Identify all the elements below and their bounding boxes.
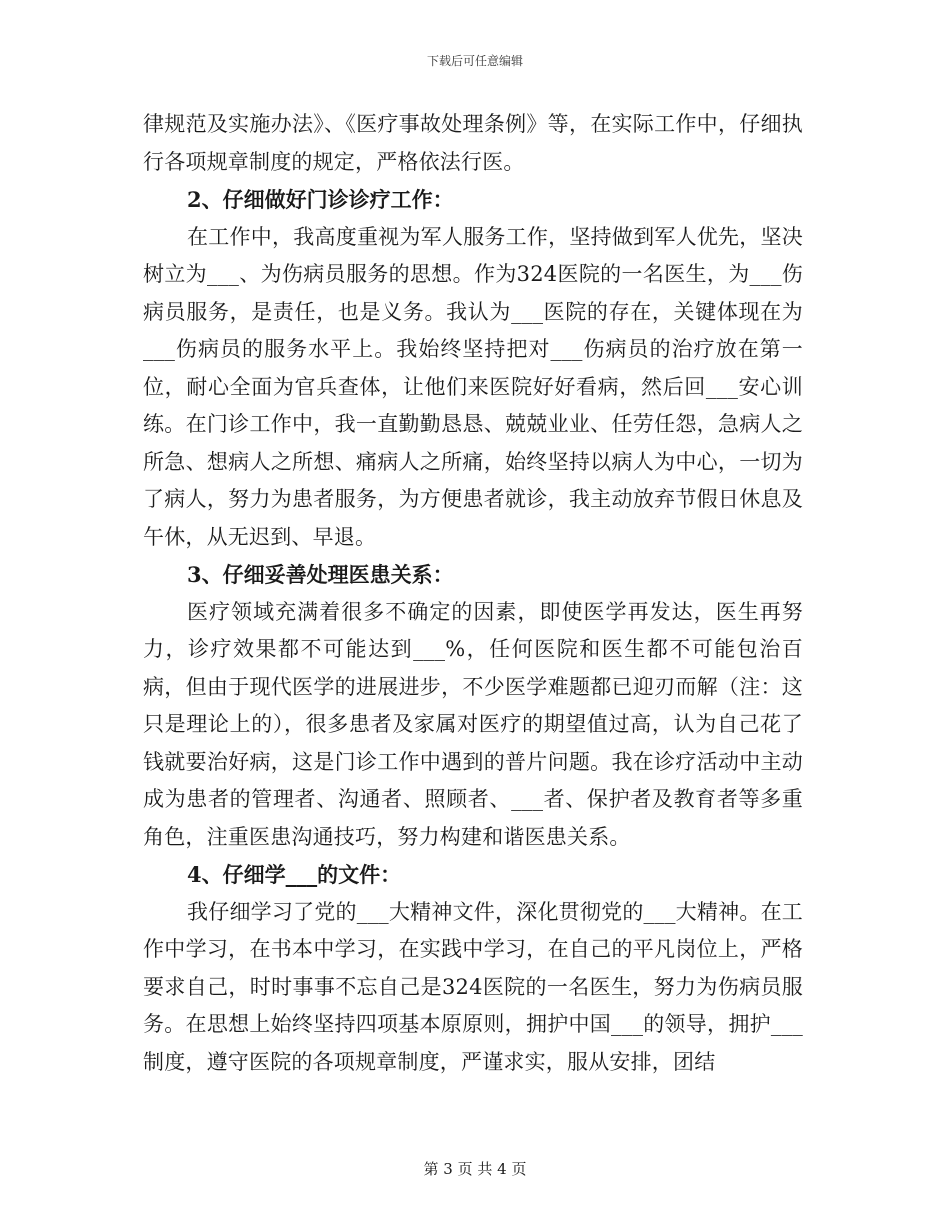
page-header: 下载后可任意编辑 — [426, 54, 523, 68]
section-heading-3: 3、仔细妥善处理医患关系： — [187, 562, 454, 587]
paragraph-outpatient-work: 在工作中，我高度重视为军人服务工作，坚持做到军人优先，坚决树立为___、为伤病员服务的思想。作为324医院的一名医生，为___伤病员服务，是责任，也是义务。我认为___医院的存在，关键体现在为___伤病员的服务水平上。我始终坚持把对___伤病员的治疗放在第一位，耐心全面为官兵查体，让他们来医院好好看病，然后回___安心训练。在门诊工作中，我一直勤勤恳恳、兢兢业业、任劳任怨，急病人之所急、想病人之所想、痛病人之所痛，始终坚持以病人为中心，一切为了病人，努力为患者服务，为方便患者就诊，我主动放弃节假日休息及午休，从无迟到、早退。 — [143, 224, 803, 549]
page-number-footer: 第 3 页 共 4 页 — [423, 1160, 527, 1178]
paragraph-intro-continued: 律规范及实施办法》、《医疗事故处理条例》等，在实际工作中，仔细执行各项规章制度的规定，严格依法行医。 — [143, 112, 803, 174]
section-heading-4: 4、仔细学___的文件： — [187, 862, 402, 887]
section-heading-2: 2、仔细做好门诊诊疗工作： — [187, 187, 454, 212]
paragraph-study-documents: 我仔细学习了党的___大精神文件，深化贯彻党的___大精神。在工作中学习，在书本中学习，在实践中学习，在自己的平凡岗位上，严格要求自己，时时事事不忘自己是324医院的一名医生，努力为伤病员服务。在思想上始终坚持四项基本原原则，拥护中国___的领导，拥护___制度，遵守医院的各项规章制度，严谨求实，服从安排，团结 — [143, 899, 803, 1074]
paragraph-doctor-patient-relations: 医疗领域充满着很多不确定的因素，即使医学再发达，医生再努力，诊疗效果都不可能达到___%，任何医院和医生都不可能包治百病，但由于现代医学的进展进步，不少医学难题都已迎刃而解（注：这只是理论上的），很多患者及家属对医疗的期望值过高，认为自己花了钱就要治好病，这是门诊工作中遇到的普片问题。我在诊疗活动中主动成为患者的管理者、沟通者、照顾者、___者、保护者及教育者等多重角色，注重医患沟通技巧，努力构建和谐医患关系。 — [143, 599, 803, 849]
document-body — [143, 106, 803, 1081]
